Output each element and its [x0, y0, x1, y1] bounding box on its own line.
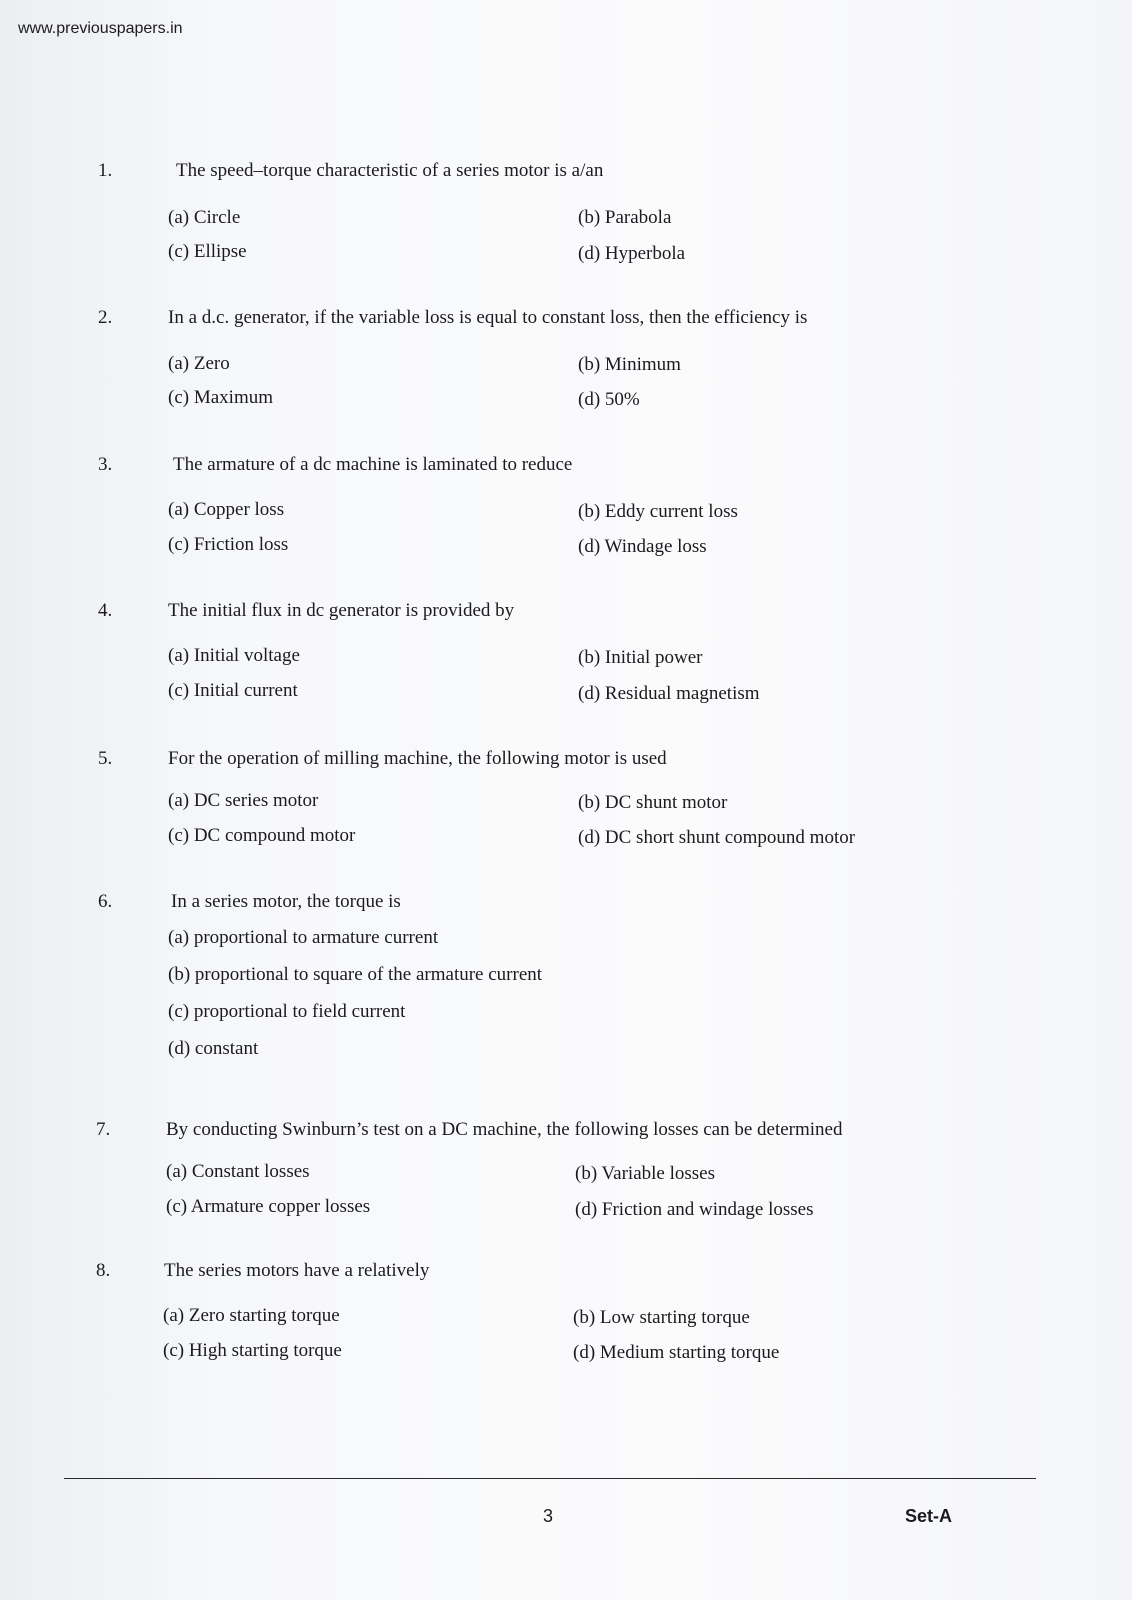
option-c: (c) Friction loss: [168, 534, 289, 555]
page-number: 3: [543, 1506, 554, 1526]
option-a: (a) Zero starting torque: [163, 1305, 340, 1326]
question-number: 1.: [98, 160, 113, 181]
option-b: (b) proportional to square of the armature current: [168, 964, 543, 985]
option-d: (d) constant: [168, 1038, 259, 1059]
option-b: (b) Minimum: [578, 354, 681, 375]
option-d: (d) Medium starting torque: [573, 1342, 780, 1363]
option-a: (a) Zero: [168, 353, 230, 374]
option-b: (b) Initial power: [578, 647, 703, 668]
option-d: (d) Residual magnetism: [578, 683, 760, 704]
question-text: The speed–torque characteristic of a series motor is a/an: [176, 160, 604, 181]
question-text: The armature of a dc machine is laminated to reduce: [173, 454, 573, 475]
option-c: (c) Ellipse: [168, 241, 247, 262]
option-d: (d) Windage loss: [578, 536, 707, 557]
site-url: www.previouspapers.in: [18, 20, 183, 37]
option-d: (d) 50%: [578, 389, 640, 410]
question-text: The initial flux in dc generator is provided by: [168, 600, 515, 621]
option-c: (c) Maximum: [168, 387, 274, 408]
question-number: 6.: [98, 891, 113, 912]
option-d: (d) Friction and windage losses: [575, 1199, 814, 1220]
question-number: 4.: [98, 600, 113, 621]
option-a: (a) Copper loss: [168, 499, 285, 520]
question-number: 3.: [98, 454, 113, 475]
option-b: (b) Variable losses: [575, 1163, 716, 1184]
question-number: 8.: [96, 1260, 111, 1281]
option-c: (c) High starting torque: [163, 1340, 342, 1361]
option-c: (c) Initial current: [168, 680, 298, 701]
question-number: 7.: [96, 1119, 111, 1140]
question-text: For the operation of milling machine, the following motor is used: [168, 748, 667, 769]
question-text: In a d.c. generator, if the variable loss is equal to constant loss, then the efficiency is: [168, 307, 808, 328]
option-c: (c) DC compound motor: [168, 825, 356, 846]
question-text: By conducting Swinburn’s test on a DC machine, the following losses can be determined: [166, 1119, 843, 1140]
question-text: In a series motor, the torque is: [171, 891, 401, 912]
option-d: (d) Hyperbola: [578, 243, 686, 264]
set-label: Set-A: [905, 1506, 953, 1526]
footer-divider: [64, 1478, 1036, 1479]
option-a: (a) Circle: [168, 207, 241, 228]
option-a: (a) DC series motor: [168, 790, 319, 811]
option-b: (b) Eddy current loss: [578, 501, 738, 522]
option-a: (a) Initial voltage: [168, 645, 300, 666]
option-b: (b) Low starting torque: [573, 1307, 750, 1328]
question-text: The series motors have a relatively: [164, 1260, 430, 1281]
option-b: (b) DC shunt motor: [578, 792, 728, 813]
option-b: (b) Parabola: [578, 207, 672, 228]
question-number: 5.: [98, 748, 113, 769]
question-number: 2.: [98, 307, 113, 328]
option-a: (a) proportional to armature current: [168, 927, 439, 948]
option-c: (c) proportional to field current: [168, 1001, 406, 1022]
option-d: (d) DC short shunt compound motor: [578, 827, 856, 848]
option-a: (a) Constant losses: [166, 1161, 310, 1182]
option-c: (c) Armature copper losses: [166, 1196, 371, 1217]
